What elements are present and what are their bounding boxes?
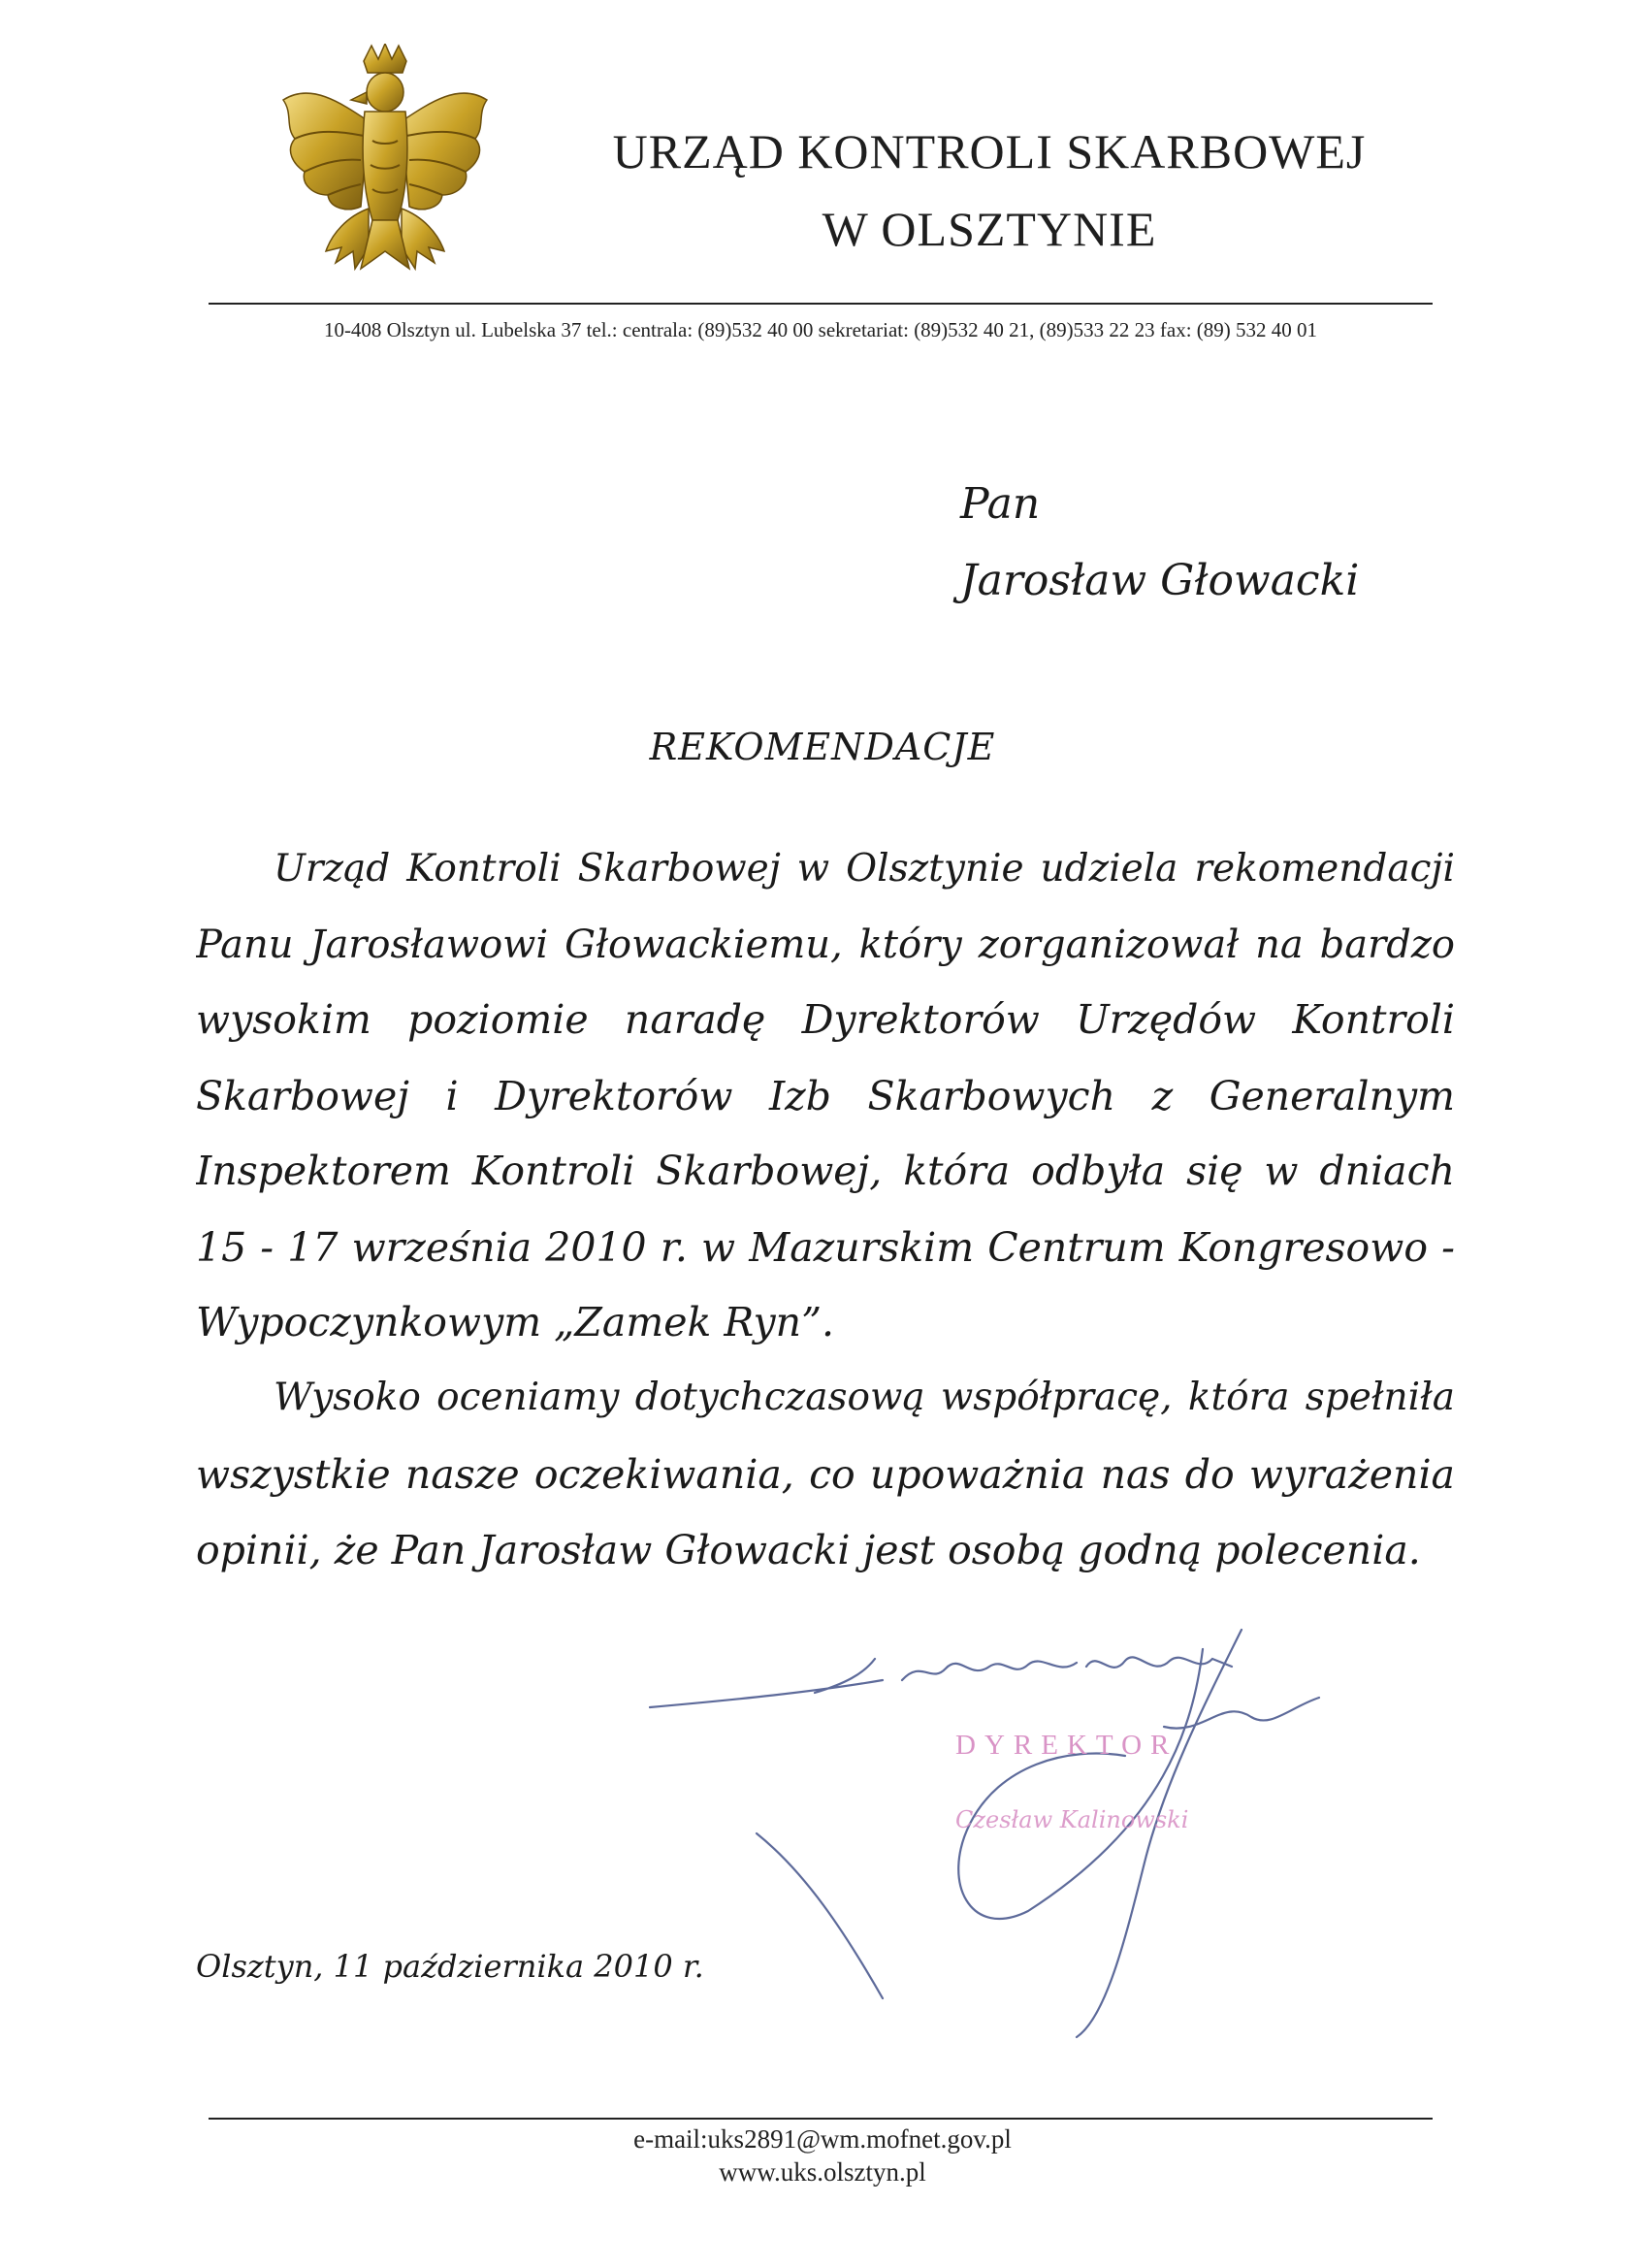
body-line: Skarbowej i Dyrektorów Izb Skarbowych z Generalnym: [196, 1073, 1455, 1119]
footer-website: www.uks.olsztyn.pl: [719, 2157, 926, 2187]
organization-city: W OLSZTYNIE: [822, 202, 1157, 256]
header-divider: [209, 303, 1433, 305]
body-line: Wypoczynkowym „Zamek Ryn”.: [196, 1299, 835, 1345]
body-line: Wysoko oceniamy dotychczasową współpracę, która spełniła: [274, 1376, 1455, 1419]
addressee-title: Pan: [960, 479, 1041, 529]
footer-divider: [209, 2118, 1433, 2120]
polish-eagle-emblem-icon: [272, 44, 495, 281]
body-line: opinii, że Pan Jarosław Głowacki jest osobą godną polecenia.: [196, 1527, 1421, 1573]
body-line: 15 - 17 września 2010 r. w Mazurskim Centrum Kongresowo -: [196, 1224, 1455, 1271]
body-line: wszystkie nasze oczekiwania, co upoważnia nas do wyrażenia: [196, 1451, 1455, 1498]
contact-info: 10-408 Olsztyn ul. Lubelska 37 tel.: centrala: (89)532 40 00 sekretariat: (89)532 40 21, (89)533 22 23 fax: (89) 532 40 01: [323, 318, 1318, 341]
body-line: Panu Jarosławowi Głowackiemu, który zorganizował na bardzo: [196, 923, 1455, 967]
place-and-date: Olsztyn, 11 października 2010 r.: [196, 1948, 704, 1985]
stamp-position: DYREKTOR: [955, 1730, 1178, 1761]
document-heading: REKOMENDACJE: [649, 726, 996, 768]
body-line: wysokim poziomie naradę Dyrektorów Urzędów Kontroli: [196, 996, 1455, 1043]
organization-name: URZĄD KONTROLI SKARBOWEJ: [612, 124, 1367, 178]
stamp-name: Czesław Kalinowski: [955, 1806, 1189, 1833]
footer-email: e-mail:uks2891@wm.mofnet.gov.pl: [633, 2124, 1012, 2154]
body-line: Urząd Kontroli Skarbowej w Olsztynie udziela rekomendacji: [274, 847, 1455, 891]
addressee-name: Jarosław Głowacki: [960, 556, 1360, 605]
body-line: Inspektorem Kontroli Skarbowej, która odbyła się w dniach: [196, 1148, 1455, 1194]
